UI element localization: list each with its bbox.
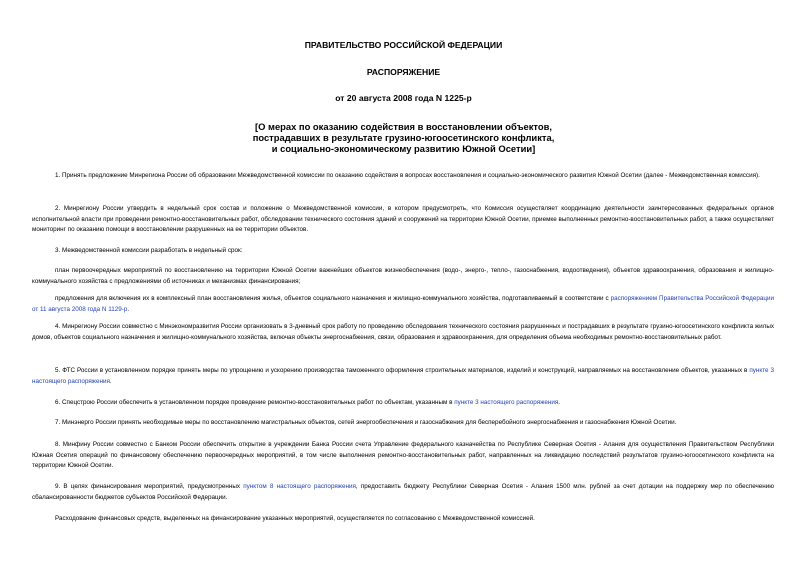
link-item-3-p6[interactable]: пункте 3 настоящего распоряжения (454, 399, 559, 406)
link-item-8[interactable]: пунктом 8 настоящего распоряжения (243, 483, 356, 490)
paragraph-3-item-2: предложения для включения их в комплексный план восстановления жилья, объектов социального назначения и жилищно-коммунального хозяйства, подготавливаемый в соответствии с распоряжением Правительства Российской Федерации от 11 августа 2008 года N 1129-р. (32, 295, 775, 313)
paragraph-6: 6. Спецстрою России обеспечить в установленном порядке проведение ремонтно-восстановительных работ по объектам, указанным в пункте 3 настоящего распоряжения. (55, 399, 561, 406)
document-type: РАСПОРЯЖЕНИЕ (366, 67, 441, 77)
paragraph-1: 1. Принять предложение Минрегиона России об образовании Межведомственной комиссии по оказанию содействия в вопросах восстановления и социально-экономического развития Южной Осетии (далее - Межведомственная комиссия). (55, 172, 760, 179)
link-decree-1129[interactable]: распоряжением Правительства Российской Федерации от 11 августа 2008 года N 1129-р (32, 295, 775, 313)
paragraph-2: 2. Минрегиону России утвердить в недельный срок состав и положение о Межведомственной комиссии, в котором предусмотреть, что Комиссия осуществляет координацию деятельности заинтересованных федеральных органов исполнительной власти при проведении ремонтно-восстановительных работ, обследовании технического состояния зданий и сооружений на территории Южной Осетии, приемке выполненных ремонтно-восстановительных работ, а также осуществляет мониторинг по оказанию помощи в восстановлении разрушенных на ее территории объектов. (32, 205, 774, 234)
link-item-3-p5[interactable]: пункте 3 настоящего распоряжения (32, 367, 774, 385)
title-line-1: [О мерах по оказанию содействия в восстановлении объектов, (254, 121, 552, 132)
paragraph-9: 9. В целях финансирования мероприятий, предусмотренных пунктом 8 настоящего распоряжения, предоставить бюджету Республики Северная Осетия - Алания 1500 млн. рублей за счет дотации на поддержку мер по обеспечению сбалансированности бюджетов субъектов Российской Федерации. (32, 483, 775, 501)
government-heading: ПРАВИТЕЛЬСТВО РОССИЙСКОЙ ФЕДЕРАЦИИ (304, 40, 503, 50)
paragraph-3: 3. Межведомственной комиссии разработать в недельный срок: (55, 247, 243, 254)
paragraph-8: 8. Минфину России совместно с Банком России обеспечить открытие в учреждении Банка России счета Управление федерального казначейства по Республике Северная Осетия - Алания для осуществления Правительством Республики Южная Осетия операций по финансовому обеспечению первоочередных мероприятий, в том числе выполнения ремонтно-восстановительных работ, направленных на ликвидацию последствий результатов грузино-югоосетинского конфликта на территории Южной Осетии. (32, 441, 774, 470)
paragraph-4: 4. Минрегиону России совместно с Минэкономразвития России организовать в 3-дневный срок работу по проведению обследования технического состояния разрушенных и пострадавших в результате грузино-югоосетинского конфликта жилых домов, объектов социального назначения и жилищно-коммунального хозяйства, включая объекты энергоснабжения, связи, образования и здравоохранения, для определения объема необходимых ремонтно-восстановительных работ. (32, 323, 774, 341)
paragraph-10: Расходование финансовых средств, выделенных на финансирование указанных мероприятий, осуществляется по согласованию с Межведомственной комиссией. (55, 515, 535, 522)
document-date-number: от 20 августа 2008 года N 1225-р (335, 93, 472, 103)
paragraph-7: 7. Минэнерго России принять необходимые меры по восстановлению магистральных объектов, сетей энергообеспечения и газоснабжения для бесперебойного энергоснабжения и газоснабжения Южной Осетии. (55, 419, 677, 426)
paragraph-5: 5. ФТС России в установленном порядке принять меры по упрощению и ускорению производства таможенного оформления строительных материалов, изделий и конструкций, направляемых на восстановление объектов, указанных в пункте 3 настоящего распоряжения. (32, 367, 774, 385)
paragraph-3-item-1: план первоочередных мероприятий по восстановлению на территории Южной Осетии важнейших объектов жизнеобеспечения (водо-, энерго-, тепло-, газоснабжения, водоотведения), объектов здравоохранения, образования и жилищно-коммунального хозяйства с предложениями об источниках и механизмах финансирования; (32, 267, 774, 285)
title-line-2: пострадавших в результате грузино-югоосетинского конфликта, (252, 132, 555, 143)
title-line-3: и социально-экономическому развитию Южной Осетии] (271, 143, 536, 154)
